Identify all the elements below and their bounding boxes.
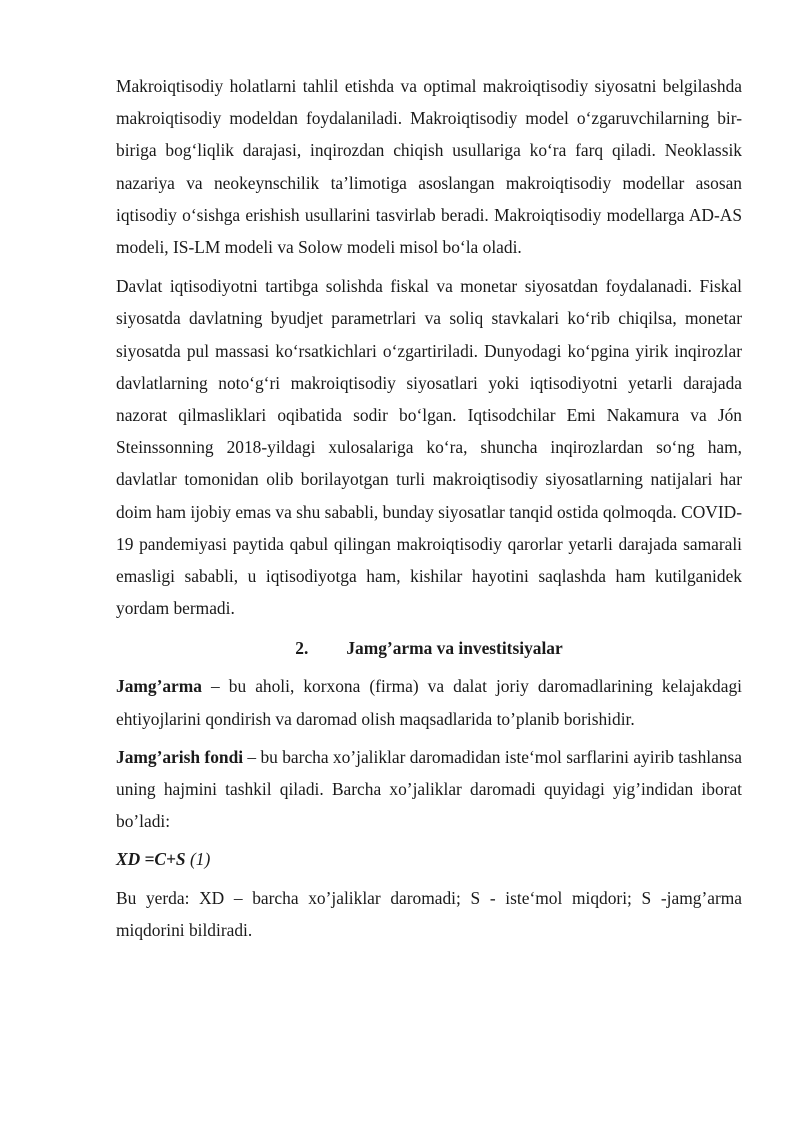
section-number: 2. [295, 638, 309, 659]
formula-expression: XD =C+S [116, 849, 186, 870]
section-heading [116, 632, 742, 664]
document-page [116, 70, 742, 946]
definition-text: – bu barcha xo’jaliklar daromadidan iste‘mol sarflarini ayirib tashlansa uning hajmini tashkil qiladi. Barcha xo’jaliklar daromadi quyidagi yig’indidan iborat bo’ladi: [116, 746, 743, 832]
paragraph-macro-models: Makroiqtisodiy holatlarni tahlil etishda va optimal makroiqtisodiy siyosatni belgilashda makroiqtisodiy modeldan foydalaniladi. Makroiqtisodiy model o‘zgaruvchilarning bir-biriga bog‘liqlik darajasi, inqirozdan chiqish usullariga ko‘ra farq qiladi. Neoklassik nazariya va neokeynschilik ta’limotiga asoslangan makroiqtisodiy modellar asosan iqtisodiy o‘sishga erishish usullarini tasvirlab beradi. Makroiqtisodiy modellarga AD-AS modeli, IS-LM modeli va Solow modeli misol bo‘la oladi. [116, 76, 742, 258]
formula-tag: (1) [185, 849, 211, 870]
formula [116, 843, 742, 875]
definition-savings [116, 670, 742, 734]
section-title: Jamg’arma va investitsiyalar [346, 638, 563, 659]
paragraph-state-policy: Davlat iqtisodiyotni tartibga solishda fiskal va monetar siyosatdan foydalanadi. Fiskal siyosatda davlatning byudjet parametrlari va soliq stavkalari ko‘rib chiqilsa, monetar siyosatda pul massasi ko‘rsatkichlari o‘zgartiriladi. Dunyodagi ko‘pgina yirik inqirozlar davlatlarning noto‘g‘ri makroiqtisodiy siyosatlari yoki iqtisodiyotni yetarli darajada nazorat qilmasliklari oqibatida sodir bo‘lgan. Iqtisodchilar Emi Nakamura va Jón Steinssonning 2018-yildagi xulosalariga ko‘ra, shuncha inqirozlardan so‘ng ham, davlatlar tomonidan olib borilayotgan turli makroiqtisodiy siyosatlarning natijalari har doim ham ijobiy emas va shu sababli, bunday siyosatlar tanqid ostida qolmoqda. COVID-19 pandemiyasi paytida qabul qilingan makroiqtisodiy qarorlar yetarli darajada samarali emasligi sababli, u iqtisodiyotga ham, kishilar hayotini saqlashda ham kutilganidek yordam bermadi. [116, 276, 742, 619]
definition-term: Jamg’arma [116, 676, 202, 697]
formula-explanation: Bu yerda: XD – barcha xo’jaliklar daromadi; S - iste‘mol miqdori; S -jamg’arma miqdorini bildiradi. [116, 887, 742, 940]
definition-term: Jamg’arish fondi [116, 746, 244, 767]
definition-text: – bu aholi, korxona (firma) va dalat joriy daromadlarining kelajakdagi ehtiyojlarini qondirish va daromad olish maqsadlarida to’planib borishidir. [116, 676, 742, 729]
definition-savings-fund [116, 741, 742, 838]
